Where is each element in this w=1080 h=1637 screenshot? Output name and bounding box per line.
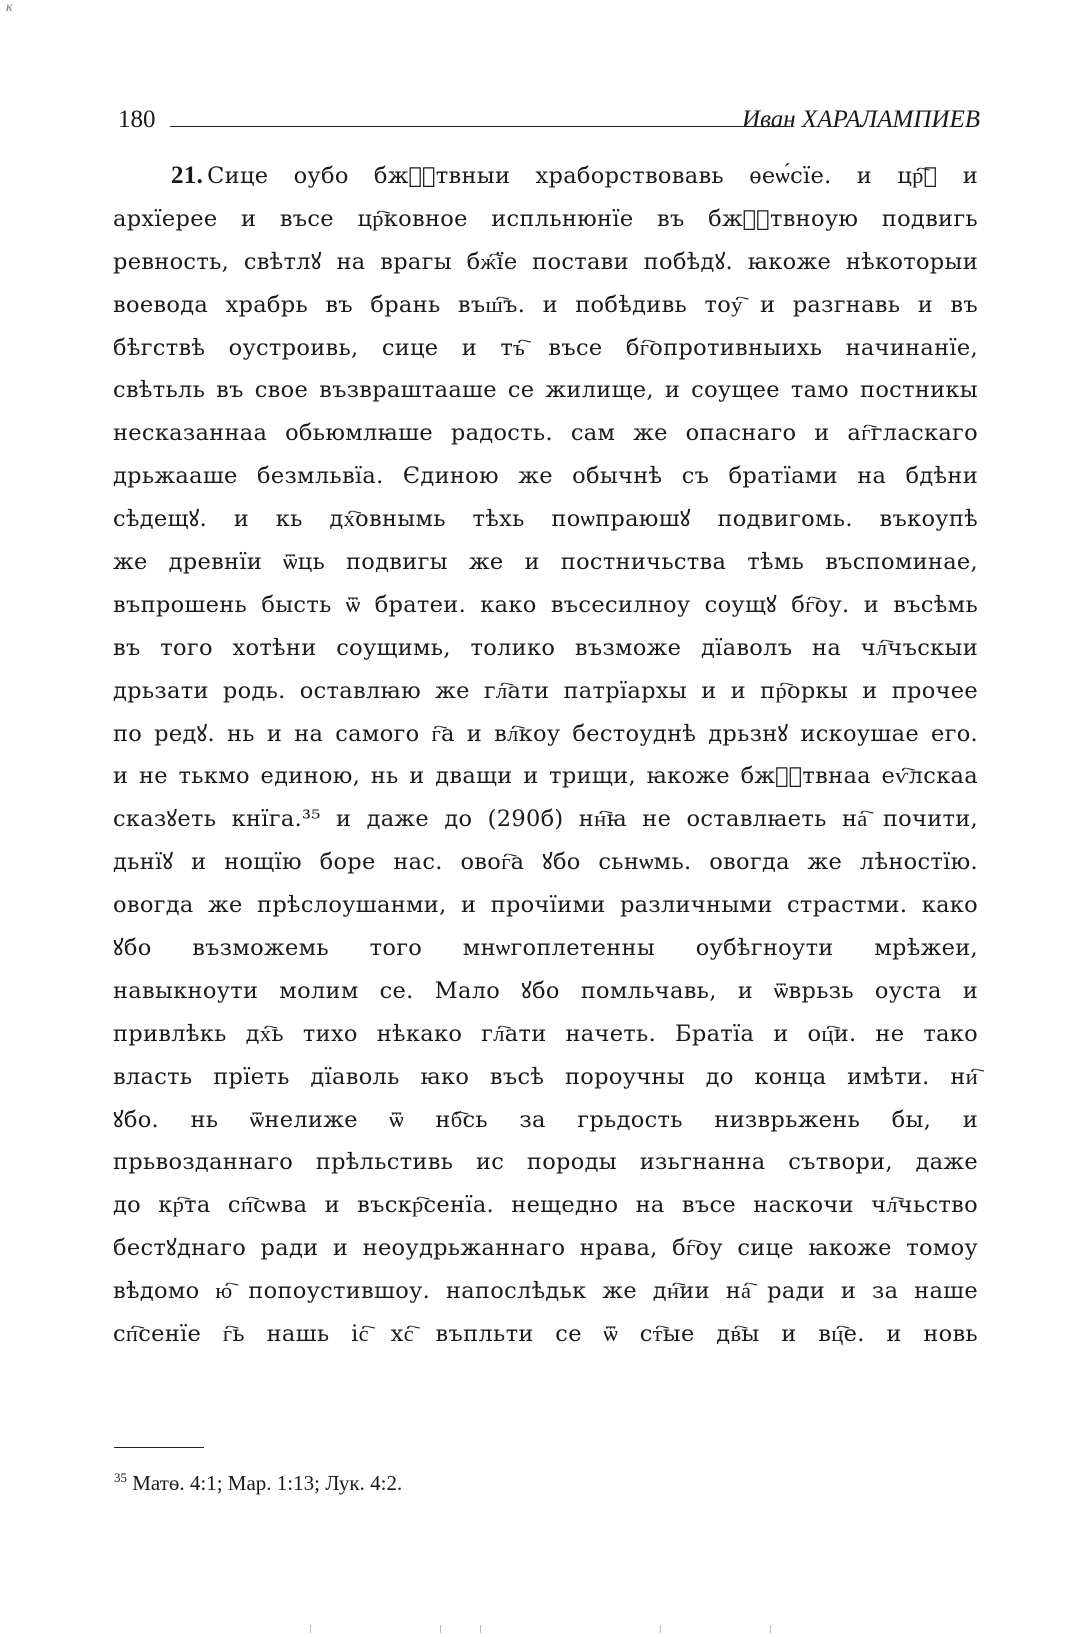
text-line: бѣгствѣ оустроивь, сице и тъ҇ въсе бг҇опротивныихь начинанїе, xyxy=(113,334,978,361)
text-line: сѣдещꙋ. и кь дх҇овнымь тѣхь поѡпраюшꙋ подвигомь. въкоупѣ xyxy=(113,506,978,533)
bottom-scan-marks xyxy=(300,1625,800,1633)
body-text xyxy=(113,155,978,1356)
text-line: же древнїи ѿць подвигы же и постничьства тѣмь въспоминае, xyxy=(113,549,978,576)
text-line-content: Сице оубо бжⷭ҇твныи храборствовавь ѳеѡ́сїе. и цр҇ꙋ и xyxy=(207,163,978,189)
corner-mark: к xyxy=(6,0,13,15)
text-line: сп҇сенїе г҇ь нашь іс҇ хс҇ въпльти се ѿ ст҇ые дв҇ы и вц҇е. и новь xyxy=(113,1321,978,1348)
running-head: Иван ХАРАЛАМПИЕВ xyxy=(742,106,980,133)
text-line: бестꙋднаго ради и неоудрьжаннаго нрава, бг҇оу сице ꙗкоже томоу xyxy=(113,1235,978,1262)
text-line: архїерее и въсе цр҇ковное испльнюнїе въ бжⷭ҇твноую подвигь xyxy=(113,205,978,232)
text-line: до кр҇та сп҇сѡва и въскр҇сенїа. нещедно на въсе наскочи чл҇чьство xyxy=(113,1192,978,1219)
text-line: прьвозданнаго прѣльстивь ис породы изьгнанна сътвори, даже xyxy=(113,1149,978,1176)
text-line: воевода храбрь въ брань въш҇ъ. и побѣдивь тоу҇ и разгнавь и въ xyxy=(113,291,978,318)
text-line: дрьжааше безмльвїа. Єдиною же обычнѣ съ братїами на бдѣни xyxy=(113,463,978,490)
text-line: дьнїꙋ и нощїю боре нас. овог҇а ꙋбо сьнѡмь. овогда же лѣностїю. xyxy=(113,849,978,876)
header-rule xyxy=(170,126,790,127)
text-line: свѣтьль въ свое възвраштааше се жилище, и соущее тамо постникы xyxy=(113,377,978,404)
page-number: 180 xyxy=(118,106,156,133)
text-line: навыкноути молим се. Мало ꙋбо помльчавь, и ѿврьзь оуста и xyxy=(113,977,978,1004)
text-line: несказаннаа обьюмлꙗше радость. сам же опаснаго и аг҇гласкаго xyxy=(113,420,978,447)
text-line: ꙋбо. нь ѿнелиже ѿ нб҇сь за грьдость низврьжень бы, и xyxy=(113,1106,978,1133)
page-header xyxy=(118,104,980,140)
text-line: въпрошень бысть ѿ братеи. како въсесилноу соущꙋ бг҇оу. и въсѣмь xyxy=(113,591,978,618)
footnote-number: 35 xyxy=(114,1470,127,1485)
text-line: привлѣкь дх҇ь тихо нѣкако гл҇ати начеть. Братїа и оц҇и. не тако xyxy=(113,1020,978,1047)
text-line: въ того хотѣни соущимь, толико възможе дїаволъ на чл҇чъскыи xyxy=(113,634,978,661)
footnote-text: Матѳ. 4:1; Мар. 1:13; Лук. 4:2. xyxy=(132,1471,403,1495)
text-line: вѣдомо ю҇ попоустившоу. напослѣдьк же дн҇ии на҇ ради и за наше xyxy=(113,1278,978,1305)
text-line: и не тькмо единою, нь и дващи и трищи, ꙗкоже бжⷭ҇твнаа еѵ҇лскаа xyxy=(113,763,978,790)
text-line: ꙋбо възможемь того мнѡгоплетенны оубѣгноути мрѣжеи, xyxy=(113,935,978,962)
paragraph-number: 21. xyxy=(171,162,204,189)
text-line xyxy=(113,155,978,198)
text-line: дрьзати родь. оставлꙗю же гл҇ати патрїархы и и пр҇оркы и прочее xyxy=(113,677,978,704)
footnote-rule xyxy=(114,1447,204,1448)
text-line: овогда же прѣслоушанми, и прочїими различными страстми. како xyxy=(113,892,978,919)
text-line: ревность, свѣтлꙋ на врагы бж҇їе постави побѣдꙋ. ꙗкоже нѣкоторыи xyxy=(113,248,978,275)
text-line: власть прїеть дїаволь ꙗко въсѣ пороучны до конца имѣти. ни҇ xyxy=(113,1063,978,1090)
text-line: по редꙋ. нь и на самого г҇а и вл҇коу бестоуднѣ дрьзнꙋ искоушае его. xyxy=(113,720,978,747)
text-line: сказꙋеть кнїга.³⁵ и даже до (290б) нн҇ꙗ не оставлꙗеть на҇ почити, xyxy=(113,806,978,833)
footnote xyxy=(114,1464,402,1497)
